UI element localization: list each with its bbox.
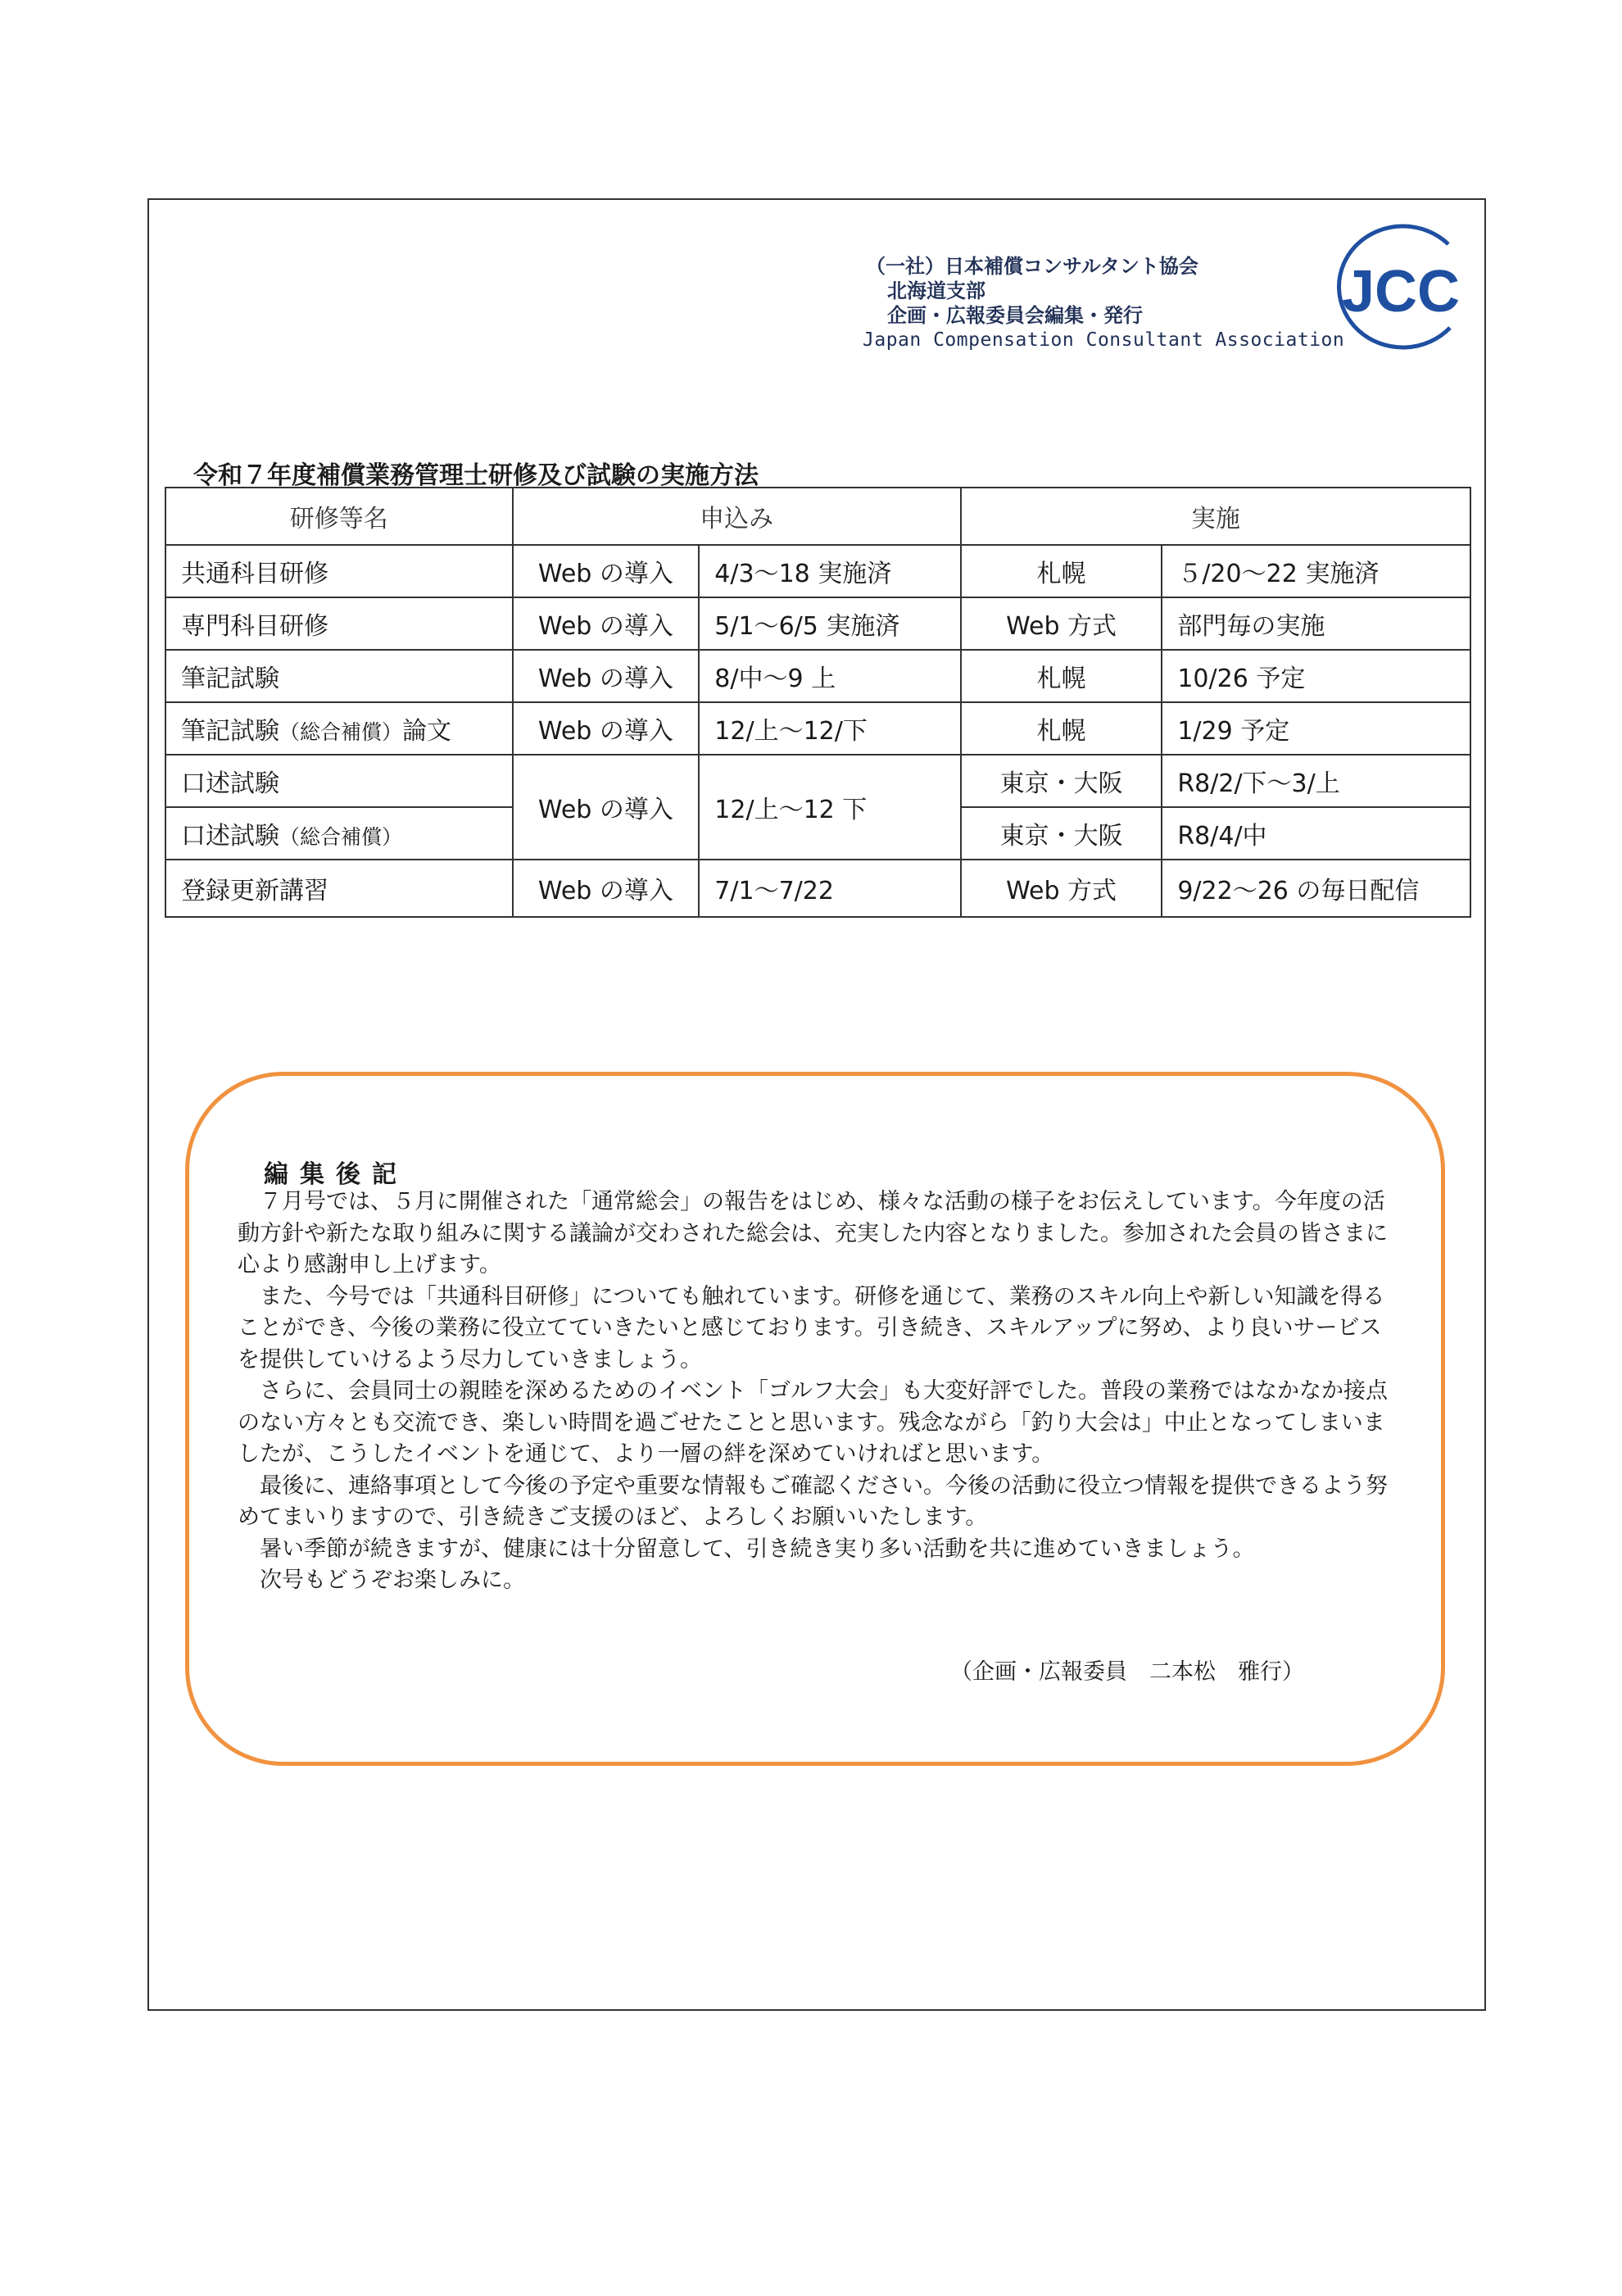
header-application: 申込み bbox=[513, 488, 961, 545]
course-main: 筆記試験 bbox=[181, 717, 279, 746]
editorial-note-body bbox=[238, 1187, 1401, 1597]
cell-place: 札幌 bbox=[961, 545, 1162, 597]
cell-course bbox=[165, 807, 513, 860]
table-row bbox=[165, 650, 1470, 702]
cell-apply-period: 12/上～12 下 bbox=[699, 755, 961, 860]
course-main: 口述試験 bbox=[181, 822, 279, 851]
logo-text: JCC bbox=[1341, 259, 1461, 324]
schedule-table bbox=[165, 487, 1471, 918]
cell-date: 1/29 予定 bbox=[1162, 702, 1470, 755]
note-paragraph: 暑い季節が続きますが、健康には十分留意して、引き続き実り多い活動を共に進めていきましょう。 bbox=[260, 1536, 1255, 1562]
course-tail: 論文 bbox=[402, 717, 452, 746]
cell-apply-method: Web の導入 bbox=[513, 860, 700, 917]
cell-apply-method: Web の導入 bbox=[513, 702, 700, 755]
table-header-row bbox=[165, 488, 1470, 545]
publisher-name: （一社）日本補償コンサルタント協会 bbox=[866, 255, 1198, 278]
header-implementation: 実施 bbox=[961, 488, 1470, 545]
table-row bbox=[165, 702, 1470, 755]
cell-course bbox=[165, 702, 513, 755]
cell-apply-period: 12/上～12/下 bbox=[699, 702, 961, 755]
jcc-logo bbox=[1325, 220, 1473, 355]
note-paragraph: また、今号では「共通科目研修」についても触れています。研修を通じて、業務のスキル向上や新しい知識を得ることができ、今後の業務に役立てていきたいと感じております。引き続き、スキルアップに努め、より良いサービスを提供していけるよう尽力していきましょう。 bbox=[238, 1283, 1385, 1373]
cell-apply-method: Web の導入 bbox=[513, 597, 700, 650]
cell-course: 筆記試験 bbox=[165, 650, 513, 702]
cell-place: 札幌 bbox=[961, 650, 1162, 702]
cell-place: Web 方式 bbox=[961, 597, 1162, 650]
editorial-note-title: 編集後記 bbox=[264, 1160, 408, 1189]
cell-apply-method: Web の導入 bbox=[513, 650, 700, 702]
course-paren: （総合補償） bbox=[279, 720, 403, 744]
cell-apply-period: 8/中～9 上 bbox=[699, 650, 961, 702]
cell-apply-period: 5/1～6/5 実施済 bbox=[699, 597, 961, 650]
cell-place: Web 方式 bbox=[961, 860, 1162, 917]
document-title: 令和７年度補償業務管理士研修及び試験の実施方法 bbox=[193, 461, 759, 490]
cell-place: 東京・大阪 bbox=[961, 807, 1162, 860]
publisher-block bbox=[863, 254, 1345, 352]
cell-apply-method: Web の導入 bbox=[513, 545, 700, 597]
cell-place: 東京・大阪 bbox=[961, 755, 1162, 807]
note-paragraph: ７月号では、５月に開催された「通常総会」の報告をはじめ、様々な活動の様子をお伝えしています。今年度の活動方針や新たな取り組みに関する議論が交わされた総会は、充実した内容となりました。参加された会員の皆さまに心より感謝申し上げます。 bbox=[238, 1189, 1388, 1277]
course-paren: （総合補償） bbox=[279, 825, 403, 849]
table-row bbox=[165, 755, 1470, 807]
cell-course: 共通科目研修 bbox=[165, 545, 513, 597]
cell-course: 登録更新講習 bbox=[165, 860, 513, 917]
note-paragraph: 最後に、連絡事項として今後の予定や重要な情報もご確認ください。今後の活動に役立つ情報を提供できるよう努めてまいりますので、引き続きご支援のほど、よろしくお願いいたします。 bbox=[238, 1472, 1388, 1530]
cell-date: ５/20～22 実施済 bbox=[1162, 545, 1470, 597]
note-paragraph: 次号もどうぞお楽しみに。 bbox=[260, 1568, 525, 1593]
cell-apply-period: 4/3～18 実施済 bbox=[699, 545, 961, 597]
cell-date: R8/2/下～3/上 bbox=[1162, 755, 1470, 807]
cell-date: 9/22～26 の毎日配信 bbox=[1162, 860, 1470, 917]
cell-course: 口述試験 bbox=[165, 755, 513, 807]
cell-apply-method: Web の導入 bbox=[513, 755, 700, 860]
note-paragraph: さらに、会員同士の親睦を深めるためのイベント「ゴルフ大会」も大変好評でした。普段の業務ではなかなか接点のない方々とも交流でき、楽しい時間を過ごせたことと思います。残念ながら「釣り大会は」中止となってしまいましたが、こうしたイベントを通じて、より一層の絆を深めていければと思います。 bbox=[238, 1378, 1388, 1467]
table-row bbox=[165, 860, 1470, 917]
publisher-english-name: Japan Compensation Consultant Association bbox=[863, 329, 1345, 351]
publisher-committee: 企画・広報委員会編集・発行 bbox=[887, 304, 1143, 327]
table-row bbox=[165, 597, 1470, 650]
cell-date: 部門毎の実施 bbox=[1162, 597, 1470, 650]
table-row bbox=[165, 545, 1470, 597]
cell-date: 10/26 予定 bbox=[1162, 650, 1470, 702]
cell-date: R8/4/中 bbox=[1162, 807, 1470, 860]
editorial-signature: （企画・広報委員 二本松 雅行） bbox=[950, 1659, 1304, 1685]
publisher-branch: 北海道支部 bbox=[887, 279, 985, 302]
cell-course: 専門科目研修 bbox=[165, 597, 513, 650]
cell-apply-period: 7/1～7/22 bbox=[699, 860, 961, 917]
cell-place: 札幌 bbox=[961, 702, 1162, 755]
header-course: 研修等名 bbox=[165, 488, 513, 545]
